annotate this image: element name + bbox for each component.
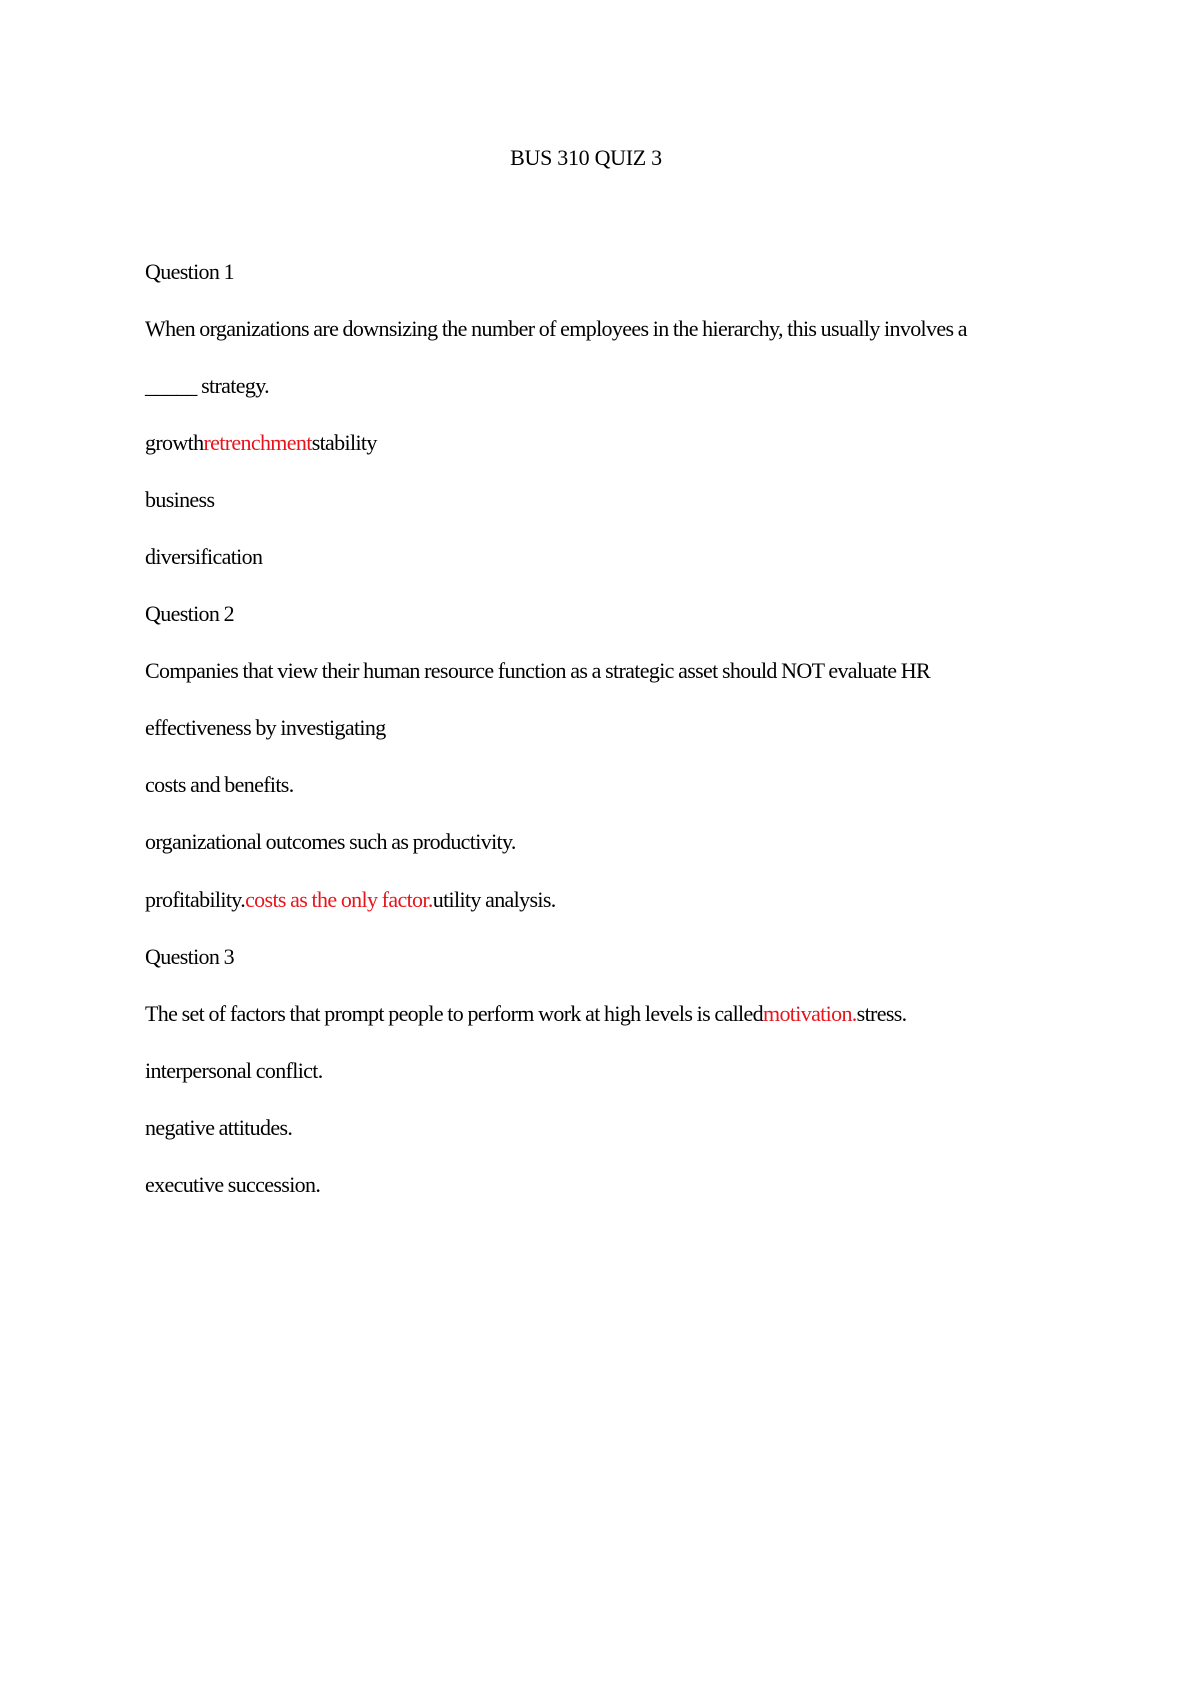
question-3-heading: Question 3 <box>145 943 234 969</box>
question-1-option-diversification: diversification <box>145 544 263 570</box>
question-3-prompt: The set of factors that prompt people to perform work at high levels is called <box>145 1000 763 1026</box>
question-1-prompt-line-2: _____ strategy. <box>145 373 269 399</box>
option-retrenchment-answer: retrenchment <box>203 430 312 456</box>
document-title: BUS 310 QUIZ 3 <box>510 145 662 170</box>
question-3-prompt-line <box>145 1000 1105 1057</box>
question-2-prompt-line-2: effectiveness by investigating <box>145 715 386 741</box>
question-1-option-business: business <box>145 487 215 513</box>
option-stress: stress. <box>856 1000 907 1026</box>
option-profitability: profitability. <box>145 886 246 912</box>
question-3-option-attitudes: negative attitudes. <box>145 1114 293 1140</box>
question-2-prompt-line-1: Companies that view their human resource function as a strategic asset should NOT evaluate HR <box>145 658 931 684</box>
question-2-heading: Question 2 <box>145 601 234 627</box>
question-1-prompt-line-1: When organizations are downsizing the number of employees in the hierarchy, this usually involves a <box>145 316 967 342</box>
question-3-option-conflict: interpersonal conflict. <box>145 1057 323 1083</box>
document-body <box>145 258 1105 1228</box>
question-2-options-line <box>145 886 1105 943</box>
question-3-option-succession: executive succession. <box>145 1171 321 1197</box>
option-costs-only-answer: costs as the only factor. <box>245 886 433 912</box>
question-2-option-outcomes: organizational outcomes such as productivity. <box>145 829 516 855</box>
question-1-heading: Question 1 <box>145 259 234 284</box>
option-growth: growth <box>145 430 204 456</box>
option-stability: stability <box>311 430 377 456</box>
option-utility-analysis: utility analysis. <box>432 886 556 912</box>
option-motivation-answer: motivation. <box>762 1000 857 1026</box>
question-1-options-line <box>145 429 1105 486</box>
question-2-option-costs-benefits: costs and benefits. <box>145 772 294 798</box>
